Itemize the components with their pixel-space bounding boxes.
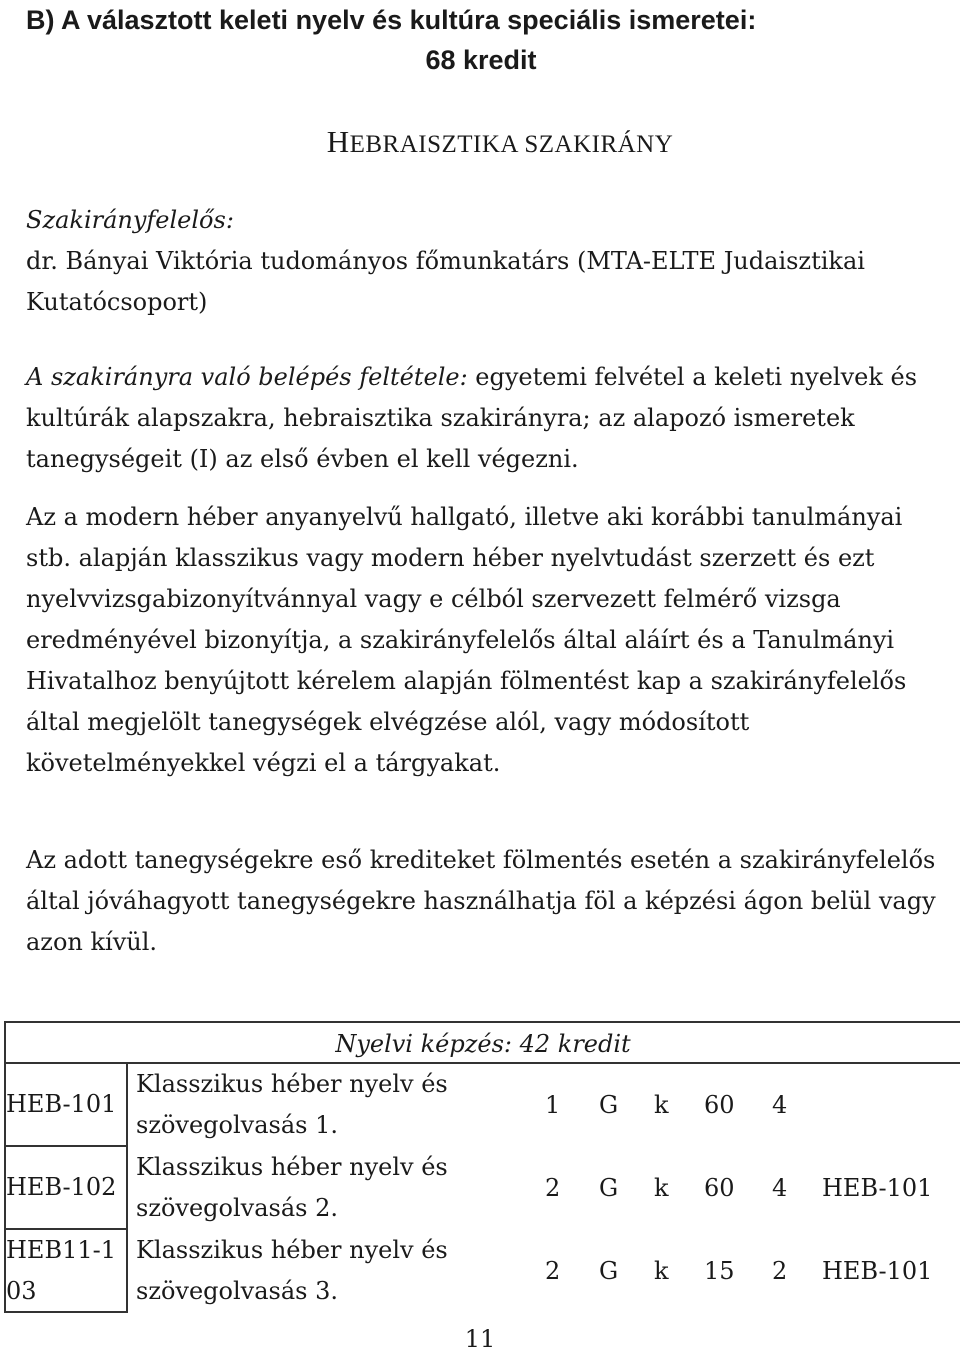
- course-name: Klasszikus héber nyelv és szövegolvasás 2.: [136, 1153, 448, 1222]
- table-section-header: Nyelvi képzés: 42 kredit: [4, 1021, 960, 1064]
- course-credits: 2: [772, 1257, 788, 1285]
- course-semester: 2: [545, 1174, 561, 1202]
- course-code-text: HEB11-103: [6, 1236, 117, 1305]
- entry-label: A szakirányra való belépés feltétele:: [26, 363, 468, 391]
- course-requirement: k: [654, 1257, 669, 1285]
- course-name: Klasszikus héber nyelv és szövegolvasás 1.: [136, 1070, 448, 1139]
- course-requirement: k: [654, 1091, 669, 1119]
- section-heading-line1: B) A választott keleti nyelv és kultúra speciális ismeretei:: [26, 5, 757, 35]
- exemption-paragraph: Az a modern héber anyanyelvű hallgató, illetve aki korábbi tanulmányai stb. alapján klasszikus vagy modern héber nyelvtudást szerzett és ezt nyelvvizsgabizonyítvánnyal vagy e célból szervezett felmérő vizsga eredményével bizonyítja, a szakirányfelelős által aláírt és a Tanulmányi Hivatalhoz benyújtott kérelem alapján fölmentést kap a szakirányfelelős által megjelölt tanegységek elvégzése alól, vagy módosított követelményekkel végzi el a tárgyakat.: [26, 503, 907, 777]
- course-code: HEB-102: [4, 1147, 128, 1230]
- section-heading: [26, 0, 936, 80]
- section-heading-line2: 68 kredit: [425, 45, 537, 75]
- specialization-title: [0, 122, 960, 165]
- specialization-title-rest: EBRAISZTIKA SZAKIRÁNY: [349, 131, 674, 158]
- credits-paragraph: Az adott tanegységekre eső krediteket fölmentés esetén a szakirányfelelős által jóváhagyott tanegységekre használhatja föl a képzési ágon belül vagy azon kívül.: [26, 846, 936, 956]
- responsible-paragraph: [26, 200, 936, 323]
- responsible-name: dr. Bányai Viktória tudományos főmunkatárs (MTA-ELTE Judaisztikai Kutatócsoport): [26, 247, 865, 316]
- course-hours: 60: [704, 1091, 735, 1119]
- course-hours: 15: [704, 1257, 735, 1285]
- course-prerequisite: HEB-101: [822, 1174, 933, 1202]
- entry-requirement-paragraph: [26, 357, 936, 480]
- course-semester: 2: [545, 1257, 561, 1285]
- course-credits: 4: [772, 1174, 788, 1202]
- course-prerequisite: HEB-101: [822, 1257, 933, 1285]
- specialization-title-initial: H: [326, 124, 350, 159]
- table-row: [4, 1147, 960, 1230]
- responsible-label: Szakirányfelelős:: [26, 206, 234, 234]
- table-row: [4, 1230, 960, 1313]
- course-requirement: k: [654, 1174, 669, 1202]
- course-type: G: [599, 1091, 619, 1119]
- course-type: G: [599, 1257, 619, 1285]
- course-code: HEB-101: [4, 1064, 128, 1147]
- table-row: [4, 1064, 960, 1147]
- course-code: [4, 1230, 128, 1313]
- page-number: 11: [464, 1325, 496, 1353]
- entry-text: egyetemi felvétel a keleti nyelvek és kultúrák alapszakra, hebraisztika szakirányra; az alapozó ismeretek tanegységeit (I) az első évben el kell végezni.: [26, 363, 918, 473]
- course-name: Klasszikus héber nyelv és szövegolvasás 3.: [136, 1236, 448, 1305]
- course-type: G: [599, 1174, 619, 1202]
- course-credits: 4: [772, 1091, 788, 1119]
- course-semester: 1: [545, 1091, 561, 1119]
- course-hours: 60: [704, 1174, 735, 1202]
